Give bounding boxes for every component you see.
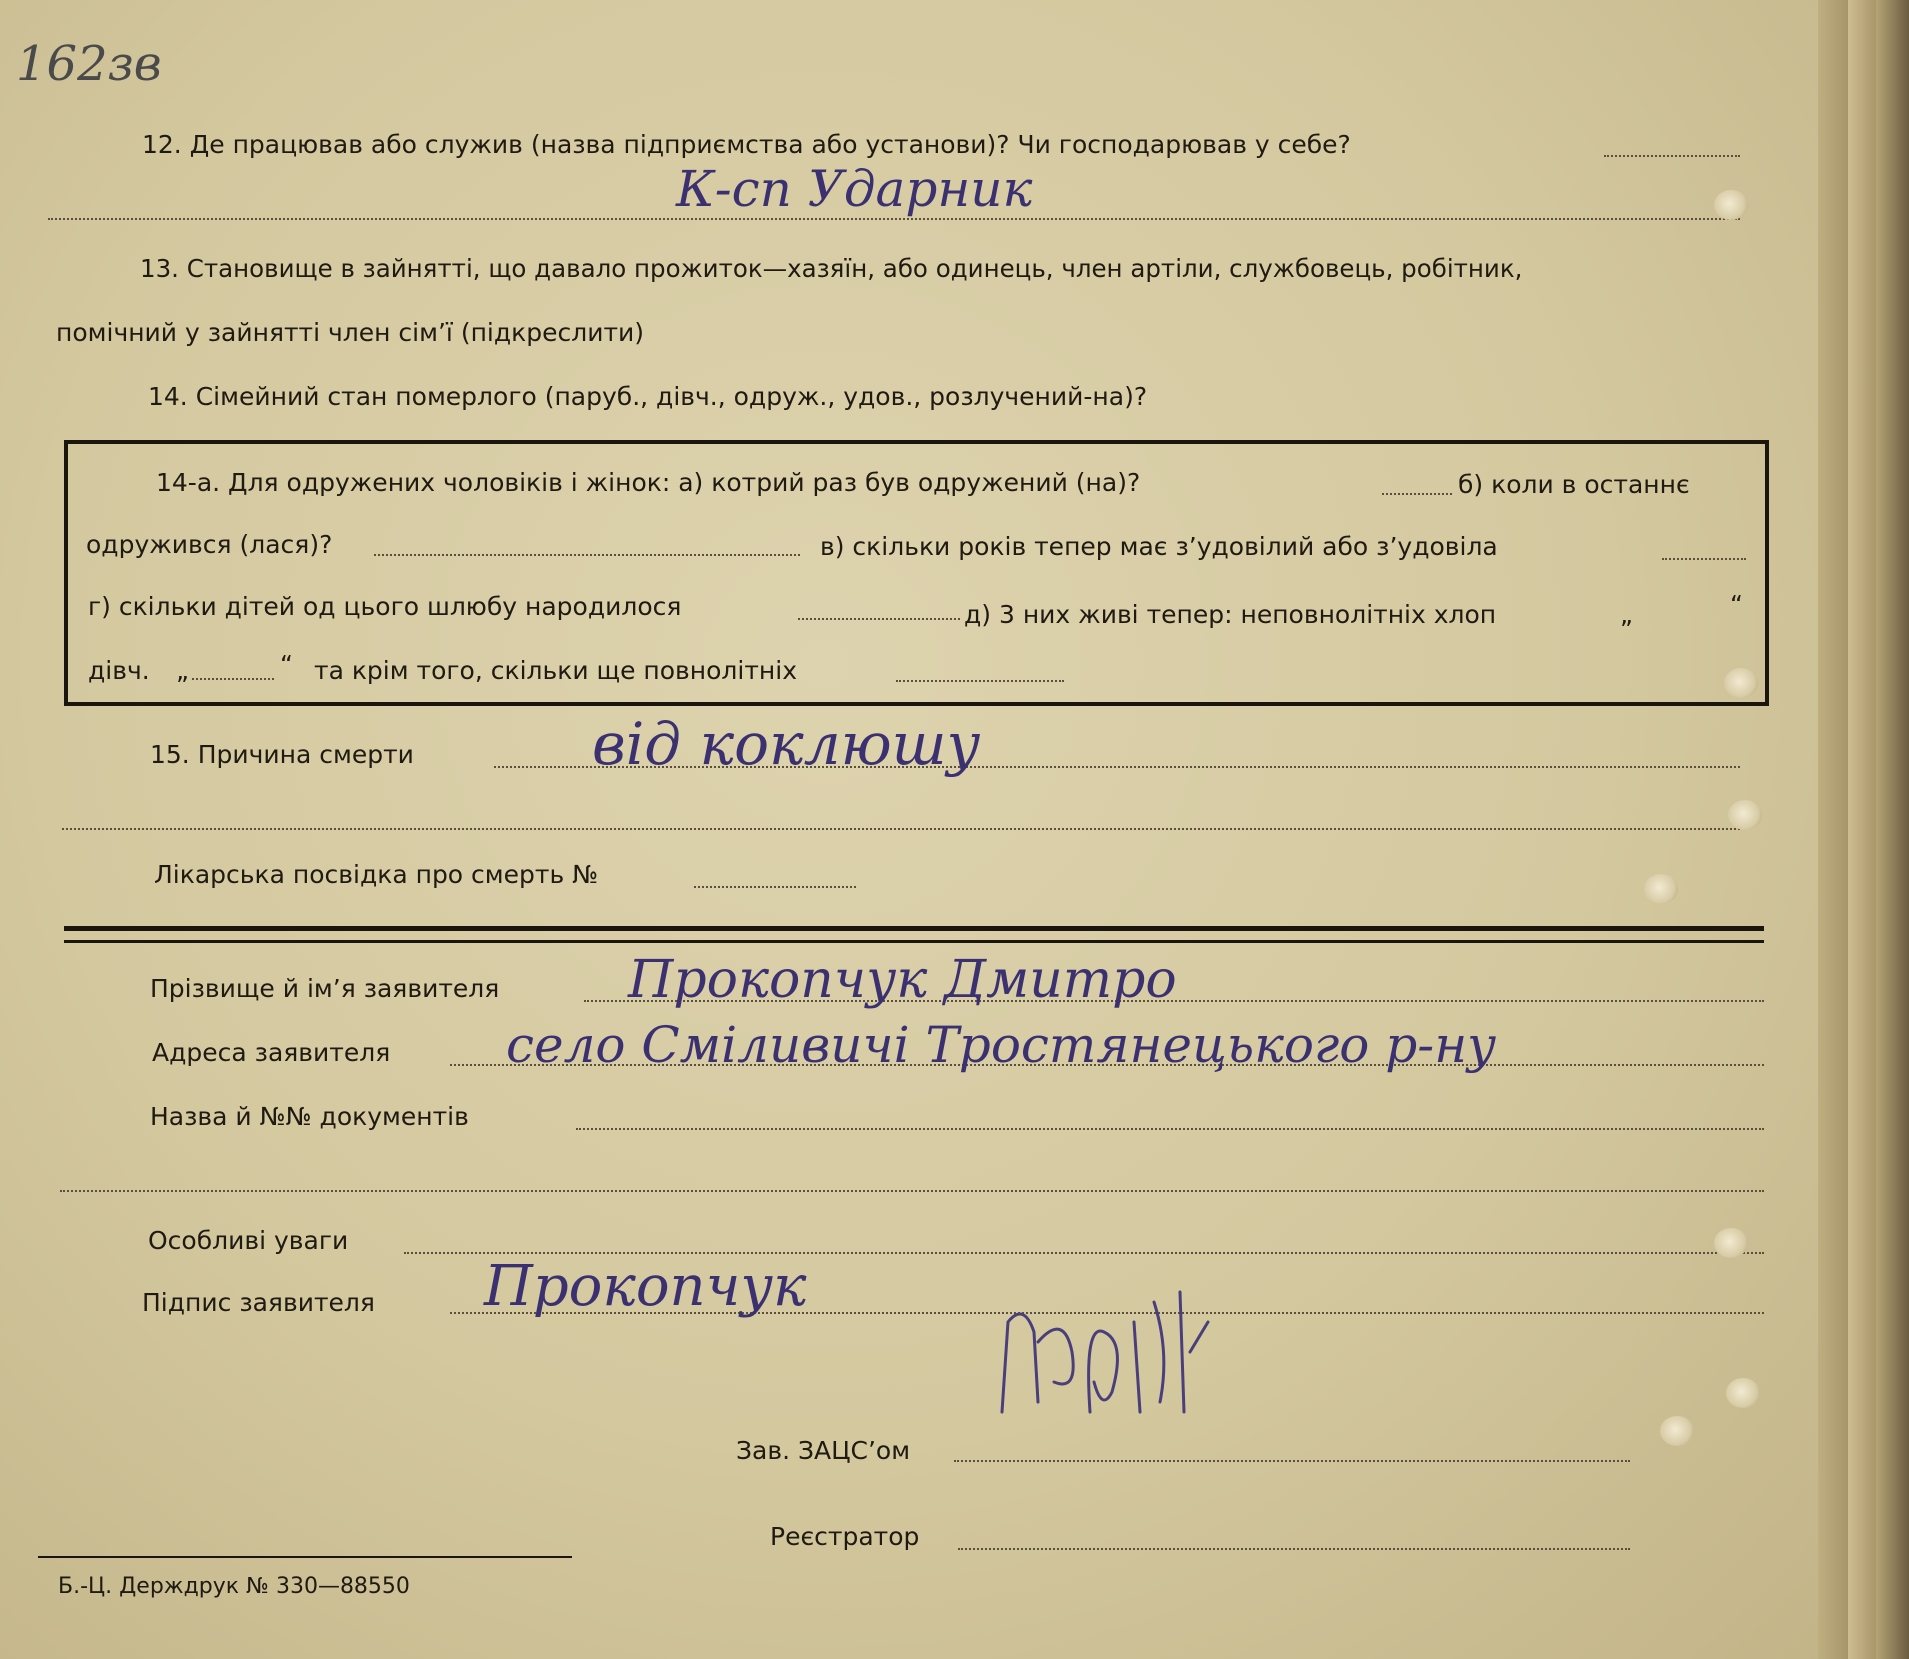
binding-hole-6 xyxy=(1726,1378,1760,1408)
q14a-a-line xyxy=(1382,493,1452,495)
binding-hole-2 xyxy=(1724,668,1758,698)
applicant-name-value: Прокопчук Дмитро xyxy=(628,950,1177,1010)
printer-imprint: Б.-Ц. Держдрук № 330—88550 xyxy=(58,1574,410,1599)
separator-rule-bottom xyxy=(64,940,1764,943)
binding-hole-7 xyxy=(1660,1416,1694,1446)
page-edge-2 xyxy=(1848,0,1876,1659)
q13-label-line1: 13. Становище в зайнятті, що давало прожиток—хазяїн, або одинець, член артіли, службовець, робітник, xyxy=(140,254,1523,283)
applicant-signature-value: Прокопчук xyxy=(484,1254,807,1319)
medical-certificate-line xyxy=(694,886,856,888)
binding-hole-5 xyxy=(1714,1228,1748,1258)
registrar-label: Реєстратор xyxy=(770,1522,920,1551)
q14a-girls-line xyxy=(192,678,274,680)
q12-answer-line xyxy=(48,218,1740,220)
q14a-g: г) скільки дітей од цього шлюбу народилося xyxy=(88,592,682,621)
q14a-girls: дівч. xyxy=(88,656,150,685)
binding-hole-3 xyxy=(1728,800,1762,830)
page-edge-1 xyxy=(1818,0,1848,1659)
head-of-registry-line xyxy=(954,1460,1630,1462)
applicant-address-label: Адреса заявителя xyxy=(152,1038,391,1067)
q14a-v-line xyxy=(1662,558,1746,560)
documents-line xyxy=(576,1128,1764,1130)
q14a-a: 14-а. Для одружених чоловіків і жінок: а) котрий раз був одружений (на)? xyxy=(156,468,1141,497)
q14a-married-when-line xyxy=(374,554,800,556)
q14a-v: в) скільки років тепер має з’удовілий або з’удовіла xyxy=(820,532,1498,561)
head-of-registry-label: Зав. ЗАЦС’ом xyxy=(736,1436,911,1465)
documents-line2 xyxy=(60,1190,1764,1192)
q12-label: 12. Де працював або служив (назва підприємства або установи)? Чи господарював у себе? xyxy=(142,130,1351,159)
applicant-name-label: Прізвище й ім’я заявителя xyxy=(150,974,500,1003)
q12-line-end xyxy=(1604,155,1740,157)
q15-line2 xyxy=(62,828,1740,830)
medical-certificate-label: Лікарська посвідка про смерть № xyxy=(154,860,599,889)
archive-page-number: 162зв xyxy=(16,36,162,92)
remarks-label: Особливі уваги xyxy=(148,1226,349,1255)
q15-answer: від коклюшу xyxy=(592,710,981,778)
q14a-girls-quote-open: „ xyxy=(176,656,189,685)
documents-label: Назва й №№ документів xyxy=(150,1102,469,1131)
applicant-address-value: село Сміливичі Тростянецького р-ну xyxy=(506,1016,1497,1074)
registrar-line xyxy=(958,1548,1630,1550)
q14a-married-when: одружився (лася)? xyxy=(86,530,333,559)
imprint-rule xyxy=(38,1556,572,1558)
q14a-quote-open: „ xyxy=(1620,600,1633,629)
q14-label: 14. Сімейний стан померлого (паруб., дівч., одруж., удов., розлучений-на)? xyxy=(148,382,1148,411)
q14a-adults: та крім того, скільки ще повнолітніх xyxy=(314,656,797,685)
separator-rule-top xyxy=(64,926,1764,931)
binding-hole-4 xyxy=(1644,874,1678,904)
q14a-girls-quote-close: “ xyxy=(280,650,293,679)
q14a-b: б) коли в останнє xyxy=(1458,470,1690,499)
page-edge-3 xyxy=(1876,0,1909,1659)
q14a-quote-close: “ xyxy=(1730,590,1743,619)
q13-label-line2: помічний у зайнятті член сім’ї (підкреслити) xyxy=(56,318,645,347)
official-signature xyxy=(994,1262,1214,1432)
q14a-adults-line xyxy=(896,680,1064,682)
q14a-d: д) 3 них живі тепер: неповнолітніх хлоп xyxy=(964,600,1497,629)
q12-answer: К-сп Ударник xyxy=(676,160,1033,218)
q15-label: 15. Причина смерти xyxy=(150,740,414,769)
q14a-g-line xyxy=(798,618,960,620)
binding-hole-1 xyxy=(1714,190,1748,220)
applicant-signature-label: Підпис заявителя xyxy=(142,1288,375,1317)
